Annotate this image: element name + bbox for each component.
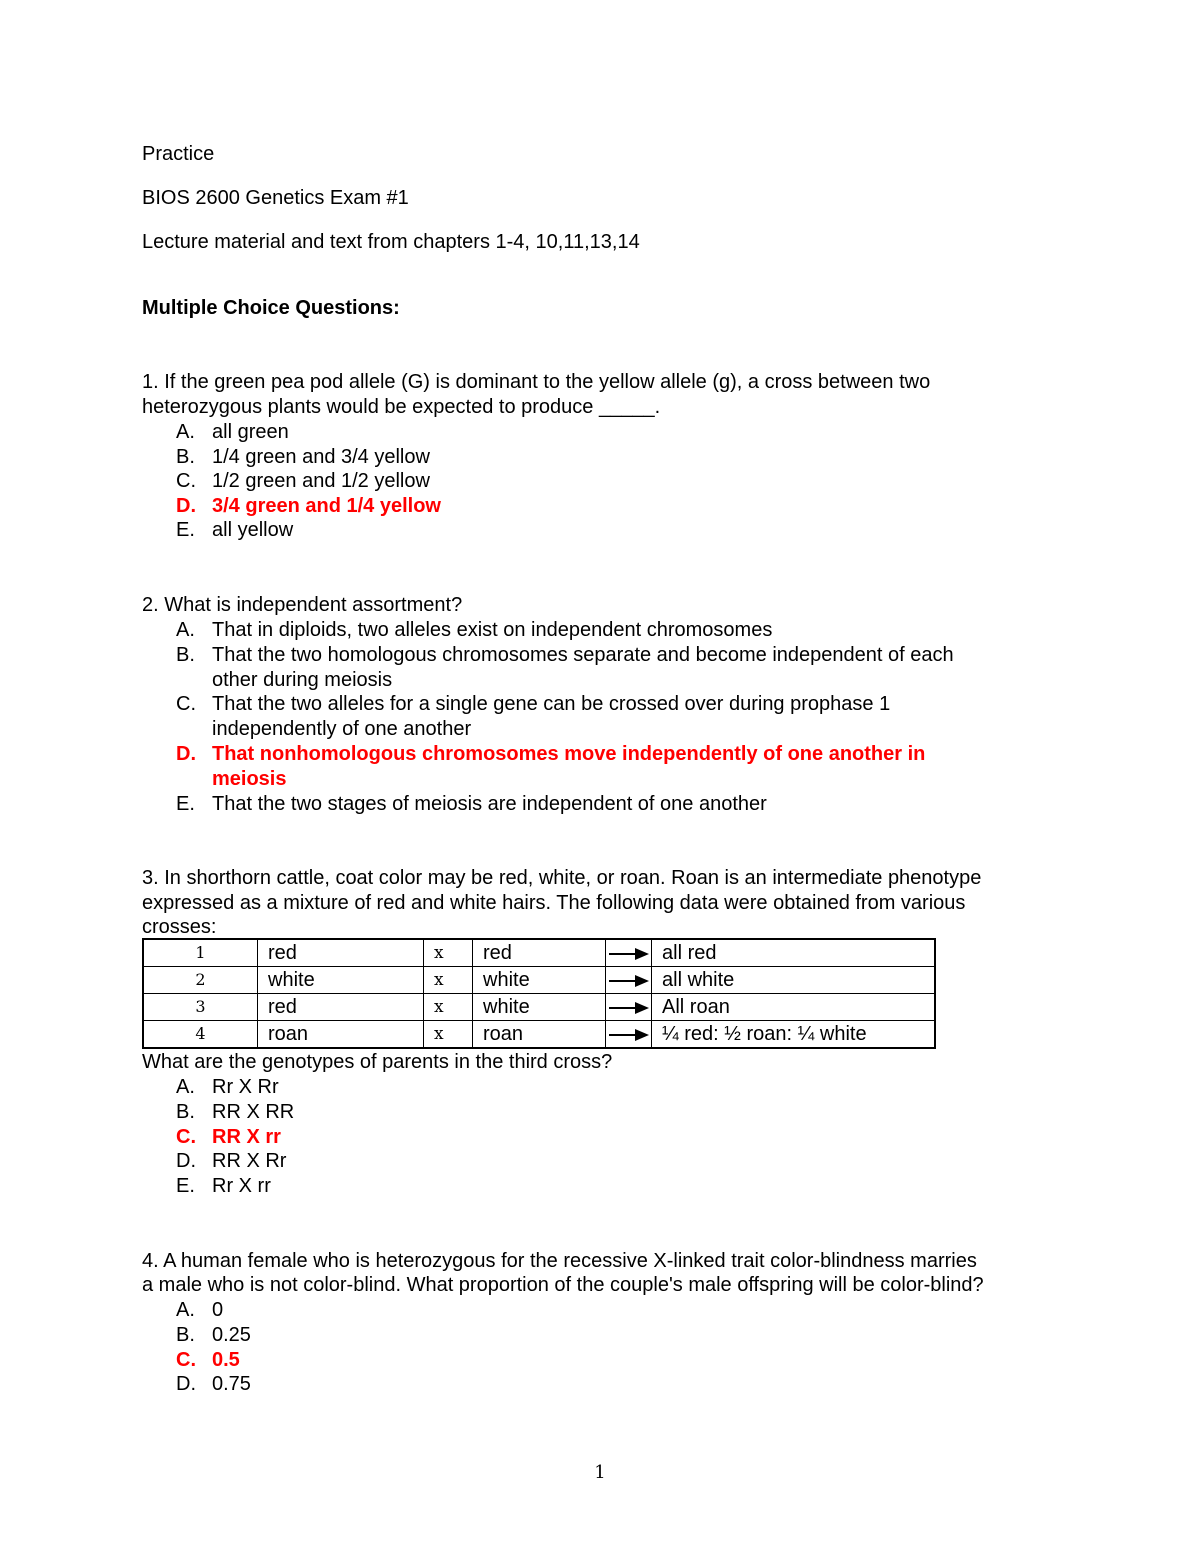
option-text: That in diploids, two alleles exist on independent chromosomes — [212, 619, 773, 641]
option-text: all yellow — [212, 519, 294, 541]
option-letter: B. — [176, 446, 195, 468]
q4-stem-line-2: a male who is not color-blind. What proportion of the couple's male offspring will be color-blind? — [142, 1274, 984, 1296]
option-text: That nonhomologous chromosomes move independently of one another in — [212, 743, 926, 765]
option-letter: D. — [176, 743, 196, 765]
parent-2: white — [473, 967, 606, 994]
exam-title: BIOS 2600 Genetics Exam #1 — [142, 187, 409, 209]
option-text: Rr X rr — [212, 1175, 271, 1197]
option-letter: D. — [176, 1373, 196, 1395]
parent-2: red — [473, 939, 606, 967]
option-letter: C. — [176, 1126, 196, 1148]
parent-1: roan — [258, 1021, 424, 1049]
option-letter: D. — [176, 1150, 196, 1172]
option-letter: D. — [176, 495, 196, 517]
option-text: 0.5 — [212, 1349, 240, 1371]
q3-stem-line-1: 3. In shorthorn cattle, coat color may be red, white, or roan. Roan is an intermediate phenotype — [142, 867, 982, 889]
arrow-cell — [606, 939, 652, 967]
option-text: 3/4 green and 1/4 yellow — [212, 495, 441, 517]
q4-stem-line-1: 4. A human female who is heterozygous for the recessive X-linked trait color-blindness marries — [142, 1250, 977, 1272]
option-text: That the two alleles for a single gene can be crossed over during prophase 1 — [212, 693, 891, 715]
section-title: Multiple Choice Questions: — [142, 297, 400, 319]
option-text: RR X RR — [212, 1101, 295, 1123]
option-letter: A. — [176, 1299, 195, 1321]
option-text: meiosis — [212, 768, 287, 790]
table-row — [143, 1021, 935, 1049]
option-text: all green — [212, 421, 289, 443]
q3-stem-line-3: crosses: — [142, 916, 217, 938]
arrow-cell — [606, 1021, 652, 1049]
option-letter: E. — [176, 519, 195, 541]
right-arrow-icon — [609, 1002, 649, 1014]
option-text: Rr X Rr — [212, 1076, 279, 1098]
q2-stem: 2. What is independent assortment? — [142, 594, 463, 616]
option-text: 1/4 green and 3/4 yellow — [212, 446, 430, 468]
parent-1: red — [258, 994, 424, 1021]
cross-symbol: x — [424, 967, 473, 994]
option-text: RR X rr — [212, 1126, 281, 1148]
right-arrow-icon — [609, 948, 649, 960]
parent-2: roan — [473, 1021, 606, 1049]
parent-1: red — [258, 939, 424, 967]
option-text: independently of one another — [212, 718, 472, 740]
right-arrow-icon — [609, 975, 649, 987]
cross-symbol: x — [424, 994, 473, 1021]
option-text: 0.75 — [212, 1373, 251, 1395]
option-text: That the two stages of meiosis are independent of one another — [212, 793, 767, 815]
cross-symbol: x — [424, 1021, 473, 1049]
option-text: other during meiosis — [212, 669, 393, 691]
option-letter: B. — [176, 1324, 195, 1346]
parent-2: white — [473, 994, 606, 1021]
cross-number: 2 — [143, 967, 258, 994]
coverage-line: Lecture material and text from chapters 1-4, 10,11,13,14 — [142, 231, 640, 253]
option-letter: B. — [176, 644, 195, 666]
option-text: That the two homologous chromosomes separate and become independent of each — [212, 644, 954, 666]
page-number: 1 — [594, 1462, 606, 1483]
option-letter: B. — [176, 1101, 195, 1123]
arrow-cell — [606, 967, 652, 994]
option-letter: A. — [176, 1076, 195, 1098]
q1-stem-line-1: 1. If the green pea pod allele (G) is dominant to the yellow allele (g), a cross between two — [142, 371, 931, 393]
option-text: 1/2 green and 1/2 yellow — [212, 470, 430, 492]
right-arrow-icon — [609, 1029, 649, 1041]
table-row — [143, 939, 935, 967]
cross-number: 3 — [143, 994, 258, 1021]
option-letter: C. — [176, 470, 196, 492]
option-letter: C. — [176, 693, 196, 715]
cross-result: ¼ red: ½ roan: ¼ white — [652, 1021, 936, 1049]
cross-symbol: x — [424, 939, 473, 967]
cross-number: 1 — [143, 939, 258, 967]
table-row — [143, 967, 935, 994]
parent-1: white — [258, 967, 424, 994]
table-row — [143, 994, 935, 1021]
arrow-cell — [606, 994, 652, 1021]
option-letter: A. — [176, 619, 195, 641]
q3-stem-line-2: expressed as a mixture of red and white hairs. The following data were obtained from various — [142, 892, 966, 914]
cross-result: all white — [652, 967, 936, 994]
option-text: 0.25 — [212, 1324, 251, 1346]
option-letter: C. — [176, 1349, 196, 1371]
q1-stem-line-2: heterozygous plants would be expected to produce _____. — [142, 396, 661, 418]
option-letter: E. — [176, 793, 195, 815]
cross-result: all red — [652, 939, 936, 967]
crosses-table — [142, 938, 936, 1049]
option-letter: E. — [176, 1175, 195, 1197]
option-text: 0 — [212, 1299, 224, 1321]
q3-followup: What are the genotypes of parents in the third cross? — [142, 1051, 613, 1073]
cross-result: All roan — [652, 994, 936, 1021]
option-text: RR X Rr — [212, 1150, 287, 1172]
cross-number: 4 — [143, 1021, 258, 1049]
option-letter: A. — [176, 421, 195, 443]
practice-label: Practice — [142, 143, 215, 165]
